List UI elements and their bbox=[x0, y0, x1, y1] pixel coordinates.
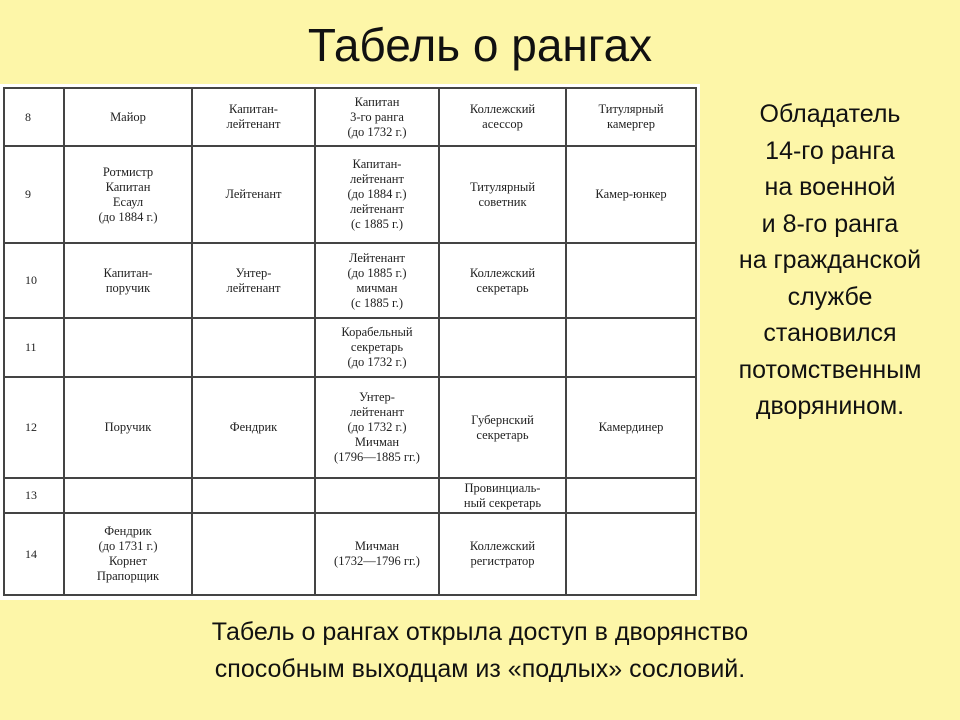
table-cell: Коллежский регистратор bbox=[439, 513, 566, 595]
table-row bbox=[4, 513, 696, 595]
table-cell: Фендрик bbox=[192, 377, 315, 478]
table-row bbox=[4, 243, 696, 318]
table-cell bbox=[192, 318, 315, 377]
table-cell: Губернский секретарь bbox=[439, 377, 566, 478]
table-cell bbox=[566, 478, 696, 513]
table-cell bbox=[64, 318, 192, 377]
rank-number: 12 bbox=[4, 377, 64, 478]
table-cell: Мичман (1732—1796 гг.) bbox=[315, 513, 439, 595]
table-cell: Камердинер bbox=[566, 377, 696, 478]
table-cell bbox=[192, 513, 315, 595]
table-cell bbox=[315, 478, 439, 513]
table-row bbox=[4, 318, 696, 377]
table-cell bbox=[566, 243, 696, 318]
rank-number: 13 bbox=[4, 478, 64, 513]
table-row bbox=[4, 377, 696, 478]
table-row bbox=[4, 88, 696, 146]
rank-table-scan bbox=[0, 84, 700, 600]
table-cell: Коллежский асессор bbox=[439, 88, 566, 146]
table-cell: Лейтенант bbox=[192, 146, 315, 243]
rank-number: 9 bbox=[4, 146, 64, 243]
table-cell: Майор bbox=[64, 88, 192, 146]
rank-table bbox=[3, 87, 697, 596]
table-cell: Титулярный камергер bbox=[566, 88, 696, 146]
table-cell: Провинциаль- ный секретарь bbox=[439, 478, 566, 513]
table-cell: Унтер- лейтенант (до 1732 г.) Мичман (1796—1885 гг.) bbox=[315, 377, 439, 478]
table-cell: Ротмистр Капитан Есаул (до 1884 г.) bbox=[64, 146, 192, 243]
table-row bbox=[4, 146, 696, 243]
table-cell: Корабельный секретарь (до 1732 г.) bbox=[315, 318, 439, 377]
table-cell: Лейтенант (до 1885 г.) мичман (с 1885 г.) bbox=[315, 243, 439, 318]
table-cell: Унтер- лейтенант bbox=[192, 243, 315, 318]
table-cell bbox=[439, 318, 566, 377]
table-cell: Титулярный советник bbox=[439, 146, 566, 243]
table-cell bbox=[566, 513, 696, 595]
rank-number: 8 bbox=[4, 88, 64, 146]
table-cell: Капитан- поручик bbox=[64, 243, 192, 318]
rank-number: 10 bbox=[4, 243, 64, 318]
table-cell: Коллежский секретарь bbox=[439, 243, 566, 318]
side-note: Обладатель 14-го ранга на военной и 8-го ранга на гражданской службе становился потомственным дворянином. bbox=[738, 100, 922, 420]
footer-caption: Табель о рангах открыла доступ в дворянство способным выходцам из «подлых» сословий. bbox=[211, 618, 749, 683]
table-cell bbox=[192, 478, 315, 513]
table-cell: Капитан- лейтенант (до 1884 г.) лейтенант (с 1885 г.) bbox=[315, 146, 439, 243]
table-cell bbox=[64, 478, 192, 513]
table-row bbox=[4, 478, 696, 513]
table-cell: Камер-юнкер bbox=[566, 146, 696, 243]
rank-number: 11 bbox=[4, 318, 64, 377]
rank-number: 14 bbox=[4, 513, 64, 595]
slide-title: Табель о рангах bbox=[307, 19, 653, 71]
table-cell: Капитан- лейтенант bbox=[192, 88, 315, 146]
table-cell: Поручик bbox=[64, 377, 192, 478]
table-cell: Фендрик (до 1731 г.) Корнет Прапорщик bbox=[64, 513, 192, 595]
table-cell: Капитан 3-го ранга (до 1732 г.) bbox=[315, 88, 439, 146]
table-cell bbox=[566, 318, 696, 377]
